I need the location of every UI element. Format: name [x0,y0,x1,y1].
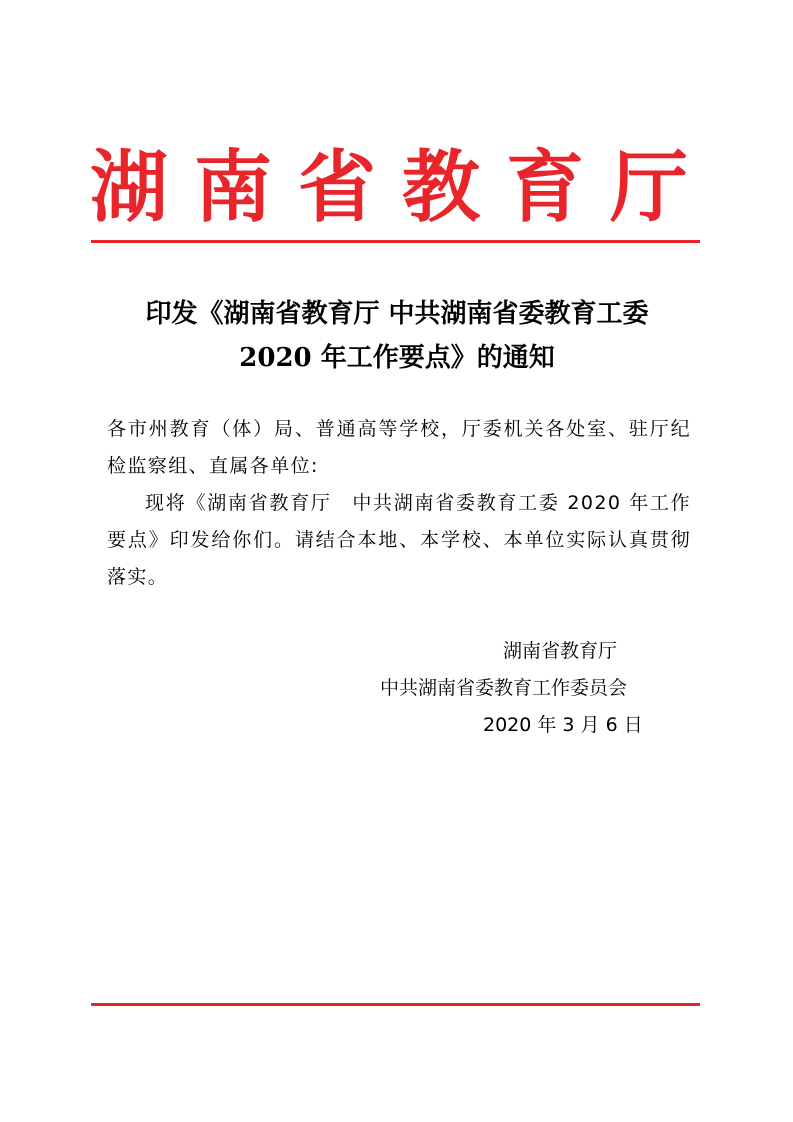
signature-issuer-2: 中共湖南省委教育工作委员会 [380,677,628,699]
document-body [107,411,691,596]
document-title [90,292,704,380]
signature-date: 2020 年 3 月 6 日 [483,714,643,736]
signature-issuer-1: 湖南省教育厅 [503,640,618,662]
document-title-line-2: 2020 年工作要点》的通知 [239,343,555,373]
header-red-rule [91,240,700,243]
addressees: 各市州教育（体）局、普通高等学校，厅委机关各处室、驻厅纪检监察组、直属各单位: [107,418,691,477]
masthead-organization: 湖南省教育厅 [90,143,715,233]
footer-red-rule [91,1003,700,1006]
document-title-line-1: 印发《湖南省教育厅 中共湖南省委教育工委 [145,299,649,329]
body-paragraph: 现将《湖南省教育厅 中共湖南省委教育工委 2020 年工作要点》印发给你们。请结合本地、本学校、本单位实际认真贯彻落实。 [107,492,691,588]
signature-block [370,633,670,744]
